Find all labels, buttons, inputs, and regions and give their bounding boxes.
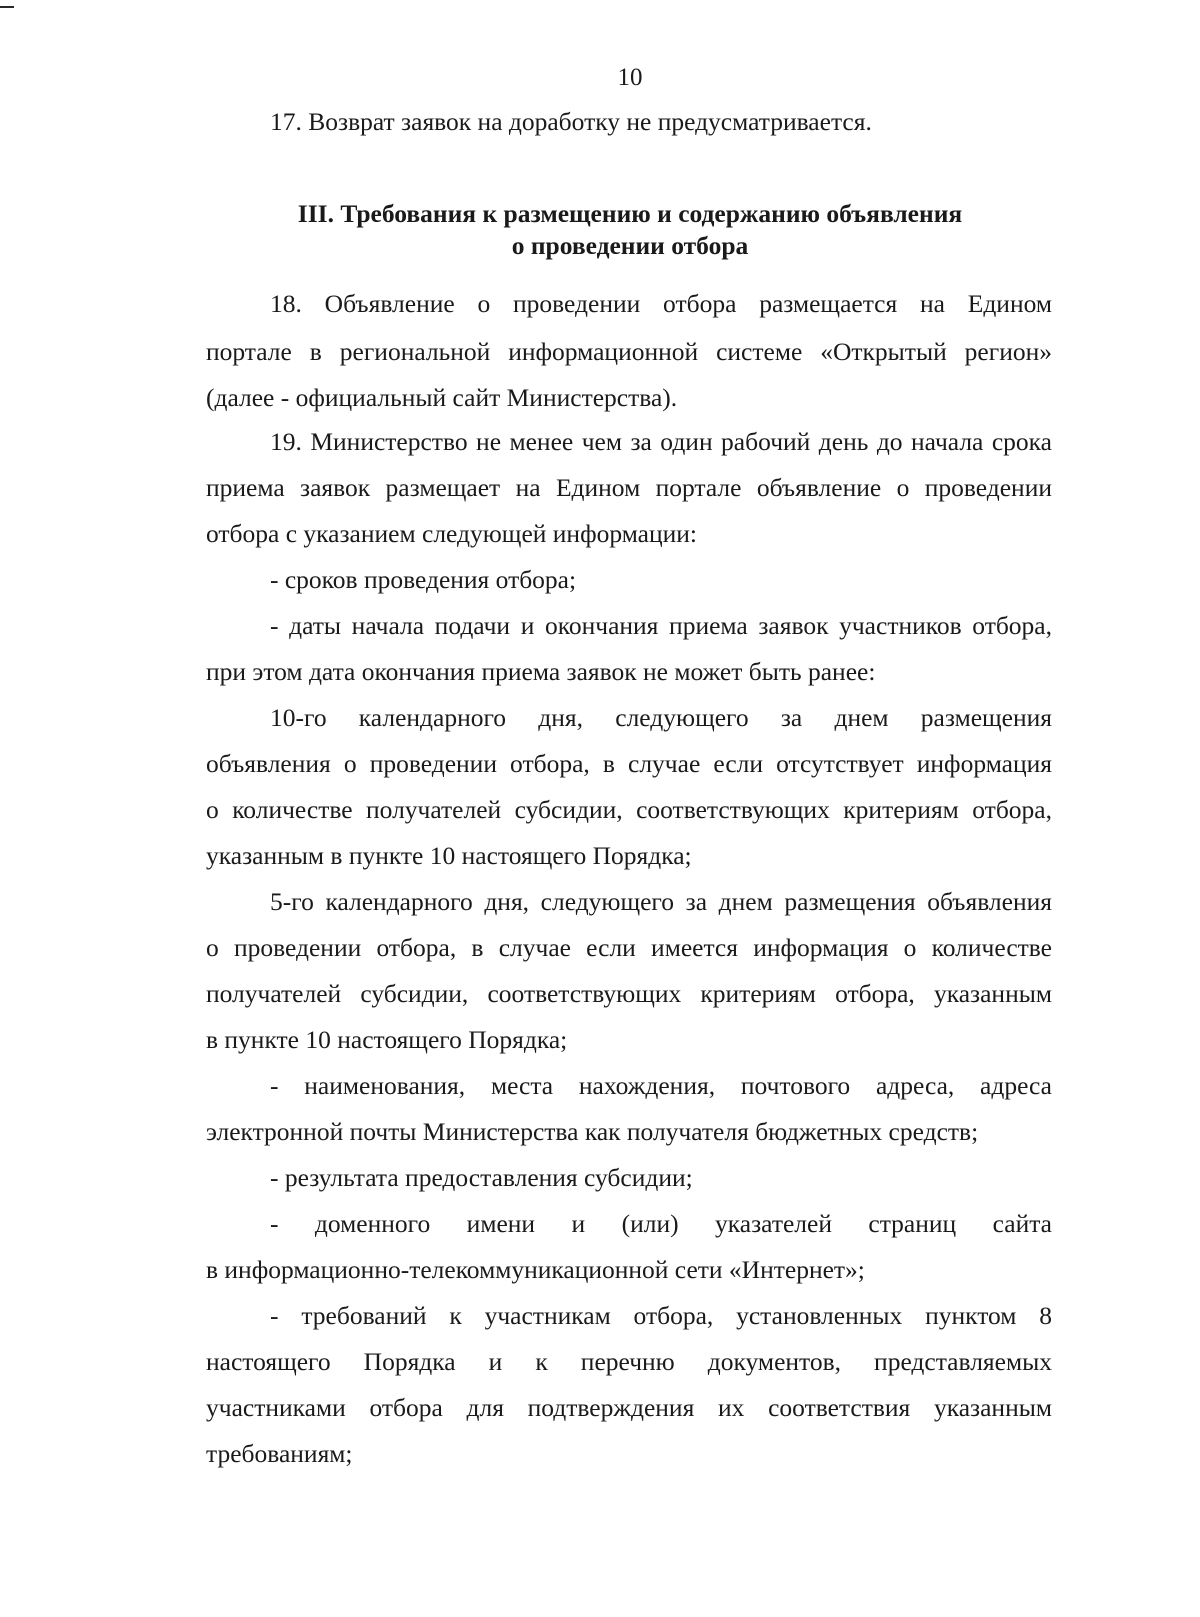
list-item-dates-line-2: при этом дата окончания приема заявок не может быть ранее:: [206, 657, 876, 686]
paragraph-18-line-2: портале в региональной информационной системе «Открытый регион»: [206, 337, 1052, 366]
list-item-requirements-line-3: участниками отбора для подтверждения их соответствия указанным: [206, 1393, 1052, 1422]
section-heading-line-2: о проведении отбора: [511, 231, 749, 260]
list-item-requirements-line-1: - требований к участникам отбора, установленных пунктом 8: [270, 1301, 1052, 1330]
paragraph-19-line-1: 19. Министерство не менее чем за один рабочий день до начала срока: [270, 427, 1052, 456]
sub-item-5day-line-1: 5-го календарного дня, следующего за днем размещения объявления: [270, 887, 1052, 916]
list-item-domain-line-2: в информационно-телекоммуникационной сети «Интернет»;: [206, 1255, 865, 1284]
sub-item-10day-line-2: объявления о проведении отбора, в случае если отсутствует информация: [206, 749, 1052, 778]
list-item-dates-line-1: - даты начала подачи и окончания приема заявок участников отбора,: [270, 611, 1052, 640]
paragraph-18-line-3: (далее - официальный сайт Министерства).: [206, 383, 678, 412]
paragraph-18-line-1: 18. Объявление о проведении отбора размещается на Едином: [270, 289, 1052, 318]
scan-edge-mark: [0, 6, 14, 8]
list-item-domain-line-1: - доменного имени и (или) указателей страниц сайта: [270, 1209, 1052, 1238]
list-item-requirements-line-4: требованиям;: [206, 1439, 353, 1468]
sub-item-10day-line-4: указанным в пункте 10 настоящего Порядка;: [206, 841, 692, 870]
list-item-name-line-2: электронной почты Министерства как получателя бюджетных средств;: [206, 1117, 979, 1146]
paragraph-19-line-2: приема заявок размещает на Едином портале объявление о проведении: [206, 473, 1052, 502]
section-heading-line-1: III. Требования к размещению и содержанию объявления: [297, 199, 963, 228]
paragraph-19-line-3: отбора с указанием следующей информации:: [206, 519, 698, 548]
sub-item-10day-line-1: 10-го календарного дня, следующего за днем размещения: [270, 703, 1052, 732]
sub-item-5day-line-2: о проведении отбора, в случае если имеется информация о количестве: [206, 933, 1052, 962]
list-item-requirements-line-2: настоящего Порядка и к перечню документов, представляемых: [206, 1347, 1052, 1376]
page-number: 10: [617, 64, 643, 91]
paragraph-17-line-1: 17. Возврат заявок на доработку не предусматривается.: [270, 107, 872, 136]
list-item-result: - результата предоставления субсидии;: [270, 1163, 693, 1192]
list-item-terms: - сроков проведения отбора;: [270, 565, 577, 594]
list-item-name-line-1: - наименования, места нахождения, почтового адреса, адреса: [270, 1071, 1052, 1100]
sub-item-10day-line-3: о количестве получателей субсидии, соответствующих критериям отбора,: [206, 795, 1052, 824]
sub-item-5day-line-4: в пункте 10 настоящего Порядка;: [206, 1025, 568, 1054]
sub-item-5day-line-3: получателей субсидии, соответствующих критериям отбора, указанным: [206, 979, 1052, 1008]
